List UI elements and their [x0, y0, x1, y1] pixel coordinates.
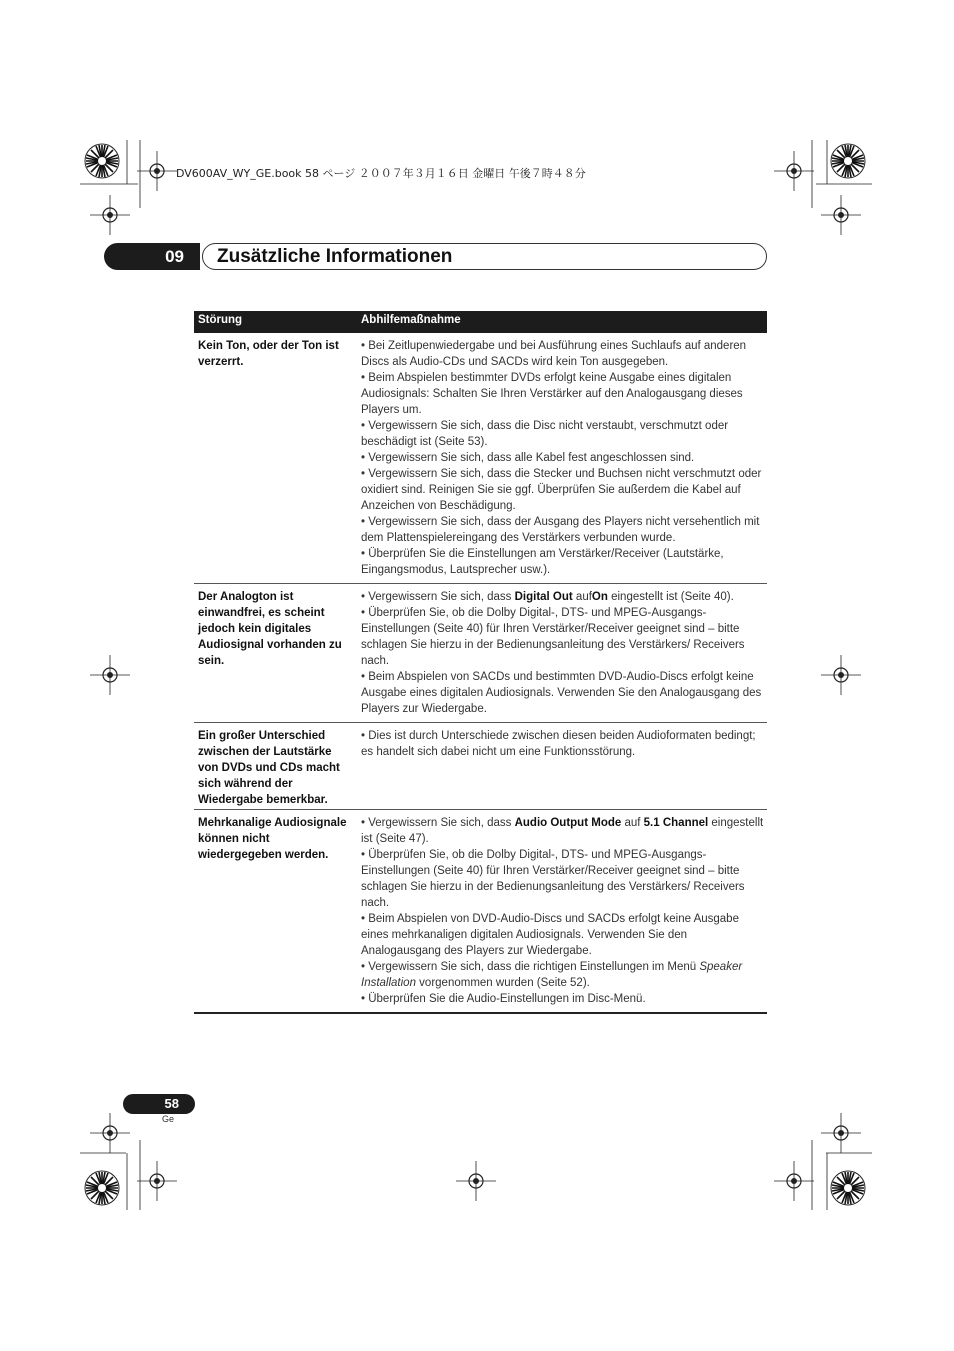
remedy-item: • Überprüfen Sie die Einstellungen am Verstärker/Receiver (Lautstärke, Eingangsmodus, Lautsprecher usw.). [361, 548, 724, 576]
table-row [194, 723, 767, 810]
starburst-mark-icon [85, 144, 119, 178]
starburst-mark-icon [831, 1171, 865, 1205]
remedy-cell [361, 810, 765, 1012]
starburst-mark-icon [831, 144, 865, 178]
crosshair-mark-icon [774, 151, 814, 191]
remedy-item: • Beim Abspielen von SACDs und bestimmten DVD-Audio-Discs erfolgt keine Ausgabe eines digitalen Audiosignals. Verwenden Sie den Analogausgang des Players zur Wiedergabe. [361, 671, 762, 715]
crosshair-mark-icon [821, 1113, 861, 1153]
remedy-item: • Überprüfen Sie, ob die Dolby Digital-, DTS- und MPEG-Ausgangs-Einstellungen (Seite 40) für Ihren Verstärker/Receiver geeignet sind – bitte schlagen Sie hierzu in der Bedienungsanleitung des Verstärkers/ Receivers nach. [361, 607, 745, 667]
remedy-item: • Vergewissern Sie sich, dass der Ausgang des Players nicht versehentlich mit dem Plattenspielereingang des Verstärkers verbunden wurde. [361, 516, 760, 544]
crosshair-mark-icon [90, 655, 130, 695]
remedy-item: • Vergewissern Sie sich, dass die Disc nicht verstaubt, verschmutzt oder beschädigt ist (Seite 53). [361, 420, 729, 448]
language-code: Ge [162, 1114, 175, 1124]
crosshair-mark-icon [90, 1113, 130, 1153]
table-row [194, 333, 767, 584]
problem-cell: Der Analogton ist einwandfrei, es scheint jedoch kein digitales Audiosignal vorhanden zu sein. [198, 591, 342, 667]
column-header-problem: Störung [198, 314, 243, 326]
crosshair-mark-icon [774, 1161, 814, 1201]
starburst-mark-icon [85, 1171, 119, 1205]
chapter-title: Zusätzliche Informationen [217, 246, 453, 267]
setting-name: Audio Output Mode [514, 817, 622, 829]
remedy-item: • Dies ist durch Unterschiede zwischen diesen beiden Audioformaten bedingt; es handelt sich dabei nicht um eine Funktionsstörung. [361, 730, 756, 758]
crosshair-mark-icon [821, 195, 861, 235]
remedy-cell [361, 333, 765, 583]
problem-cell: Mehrkanalige Audiosignale können nicht wiedergegeben werden. [198, 817, 347, 861]
crosshair-mark-icon [456, 1161, 496, 1201]
crosshair-mark-icon [137, 151, 177, 191]
column-header-remedy: Abhilfemaßnahme [361, 314, 461, 326]
remedy-cell [361, 723, 765, 809]
crosshair-mark-icon [90, 195, 130, 235]
chapter-number-badge: 09 [104, 243, 200, 270]
table-row [194, 810, 767, 1014]
remedy-item: • Beim Abspielen von DVD-Audio-Discs und SACDs erfolgt keine Ausgabe eines mehrkanaligen digitalen Audiosignals. Verwenden Sie den Analogausgang des Players zur Wiedergabe. [361, 913, 739, 957]
menu-name: Speaker Installation [361, 961, 743, 989]
remedy-item: • Bei Zeitlupenwiedergabe und bei Ausführung eines Suchlaufs auf anderen Discs als Audio-CDs und SACDs wird kein Ton ausgegeben. [361, 340, 747, 368]
setting-value: On [591, 591, 608, 603]
troubleshooting-table [194, 311, 767, 1014]
page-number: 58 [123, 1094, 195, 1114]
remedy-item: • Überprüfen Sie, ob die Dolby Digital-, DTS- und MPEG-Ausgangs-Einstellungen (Seite 40) für Ihren Verstärker/Receiver geeignet sind – bitte schlagen Sie hierzu in der Bedienungsanleitung des Verstärkers/ Receivers nach. [361, 849, 745, 909]
remedy-cell [361, 584, 765, 722]
setting-value: 5.1 Channel [643, 817, 709, 829]
problem-cell: Kein Ton, oder der Ton ist verzerrt. [198, 340, 339, 368]
remedy-item: • Vergewissern Sie sich, dass alle Kabel fest angeschlossen sind. [361, 452, 695, 464]
problem-cell: Ein großer Unterschied zwischen der Lautstärke von DVDs und CDs macht sich während der Wiedergabe bemerkbar. [198, 730, 340, 806]
chapter-title-box [202, 243, 767, 270]
remedy-item: • Vergewissern Sie sich, dass die Stecker und Buchsen nicht verschmutzt oder oxidiert sind. Reinigen Sie sie ggf. Überprüfen Sie außerdem die Kabel auf Anzeichen von Beschädigung. [361, 468, 762, 512]
print-header: DV600AV_WY_GE.book 58 ページ ２００７年３月１６日 金曜日 午後７時４８分 [176, 167, 586, 180]
crosshair-mark-icon [821, 655, 861, 695]
remedy-item: • Vergewissern Sie sich, dass die richtigen Einstellungen im Menü Speaker Installation vorgenommen wurden (Seite 52). [361, 961, 743, 989]
remedy-item: • Überprüfen Sie die Audio-Einstellungen im Disc-Menü. [361, 993, 646, 1005]
table-row [194, 584, 767, 723]
table-header [194, 311, 767, 333]
crosshair-mark-icon [137, 1161, 177, 1201]
remedy-item: • Vergewissern Sie sich, dass Audio Output Mode auf 5.1 Channel eingestellt ist (Seite 47). [361, 817, 764, 845]
remedy-item: • Vergewissern Sie sich, dass Digital Out aufOn eingestellt ist (Seite 40). [361, 591, 734, 603]
remedy-item: • Beim Abspielen bestimmter DVDs erfolgt keine Ausgabe eines digitalen Audiosignals: Schalten Sie Ihren Verstärker auf den Analogausgang dieses Players um. [361, 372, 743, 416]
setting-name: Digital Out [514, 591, 573, 603]
